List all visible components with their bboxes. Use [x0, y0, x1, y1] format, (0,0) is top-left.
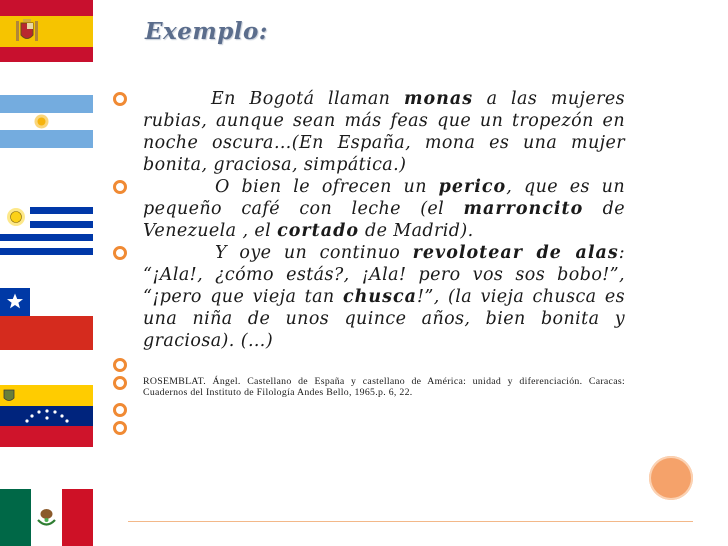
- decorative-circle: [649, 456, 693, 500]
- bullet-icon: [113, 376, 127, 390]
- bullet-icon: [113, 246, 127, 260]
- text-run: , que es un pequeño café con leche (el: [143, 177, 625, 219]
- bullet-item: [113, 176, 625, 242]
- venezuela-coat-of-arms-icon: [2, 388, 16, 404]
- flags-strip: [0, 0, 93, 546]
- chile-flag: [0, 288, 93, 350]
- bullet-icon: [113, 180, 127, 194]
- argentina-flag: [0, 95, 93, 148]
- mexico-flag: [0, 489, 93, 546]
- term-revolotear-de-alas: revolotear de alas: [412, 243, 619, 263]
- text-run: En Bogotá llaman: [211, 89, 404, 109]
- spain-coat-of-arms-icon: [14, 17, 40, 45]
- bullet-item-empty: [113, 398, 625, 418]
- bullet-icon: [113, 358, 127, 372]
- text-run: a las mujeres rubias, aunque sean más feas que un tropezón en noche oscura…(En España, mona es una mujer bonita, graciosa, simpática.): [143, 89, 625, 175]
- text-run: de Madrid).: [359, 221, 474, 241]
- bullet-text: [143, 242, 625, 352]
- term-perico: perico: [438, 177, 507, 197]
- bullet-item: [113, 88, 625, 176]
- uruguay-flag: [0, 200, 93, 262]
- slide-content: [113, 88, 625, 438]
- bullet-item-empty: [113, 352, 625, 374]
- bullet-item: [113, 242, 625, 352]
- spain-flag: [0, 0, 93, 62]
- term-marroncito: marroncito: [463, 199, 584, 219]
- bullet-item-reference: [113, 376, 625, 398]
- bullet-icon: [113, 92, 127, 106]
- venezuela-flag: [0, 385, 93, 447]
- sun-of-may-icon: [33, 113, 50, 130]
- eagle-emblem-icon: [34, 505, 59, 529]
- stars-arc-icon: [22, 406, 72, 426]
- text-run: Y oye un continuo: [215, 243, 413, 263]
- text-run: !”, (la vieja chusca es una niña de unos quince años, bien bonita y graciosa). (…): [143, 287, 625, 351]
- text-run: O bien le ofrecen un: [215, 177, 439, 197]
- bullet-icon: [113, 403, 127, 417]
- text-run: de Venezuela , el: [143, 199, 625, 241]
- bullet-text: [143, 88, 625, 176]
- text-run: : “¡Ala!, ¿cómo estás?, ¡Ala! pero vos sos bobo!”, “¡pero que vieja tan: [143, 243, 626, 307]
- term-cortado: cortado: [277, 221, 359, 241]
- reference-text: ROSEMBLAT. Ángel. Castellano de España y castellano de América: unidad y diferenciación. Caracas: Cuadernos del Instituto de Filología Andes Bello, 1965.p. 6, 22.: [143, 376, 625, 398]
- term-monas: monas: [403, 89, 474, 109]
- term-chusca: chusca: [342, 287, 417, 307]
- bullet-icon: [113, 421, 127, 435]
- sun-icon: [5, 206, 27, 228]
- bullet-text: [143, 176, 625, 242]
- slide-title: Exemplo:: [145, 18, 268, 45]
- bullet-item-empty: [113, 418, 625, 438]
- star-icon: [7, 293, 23, 309]
- decorative-rule: [128, 521, 693, 522]
